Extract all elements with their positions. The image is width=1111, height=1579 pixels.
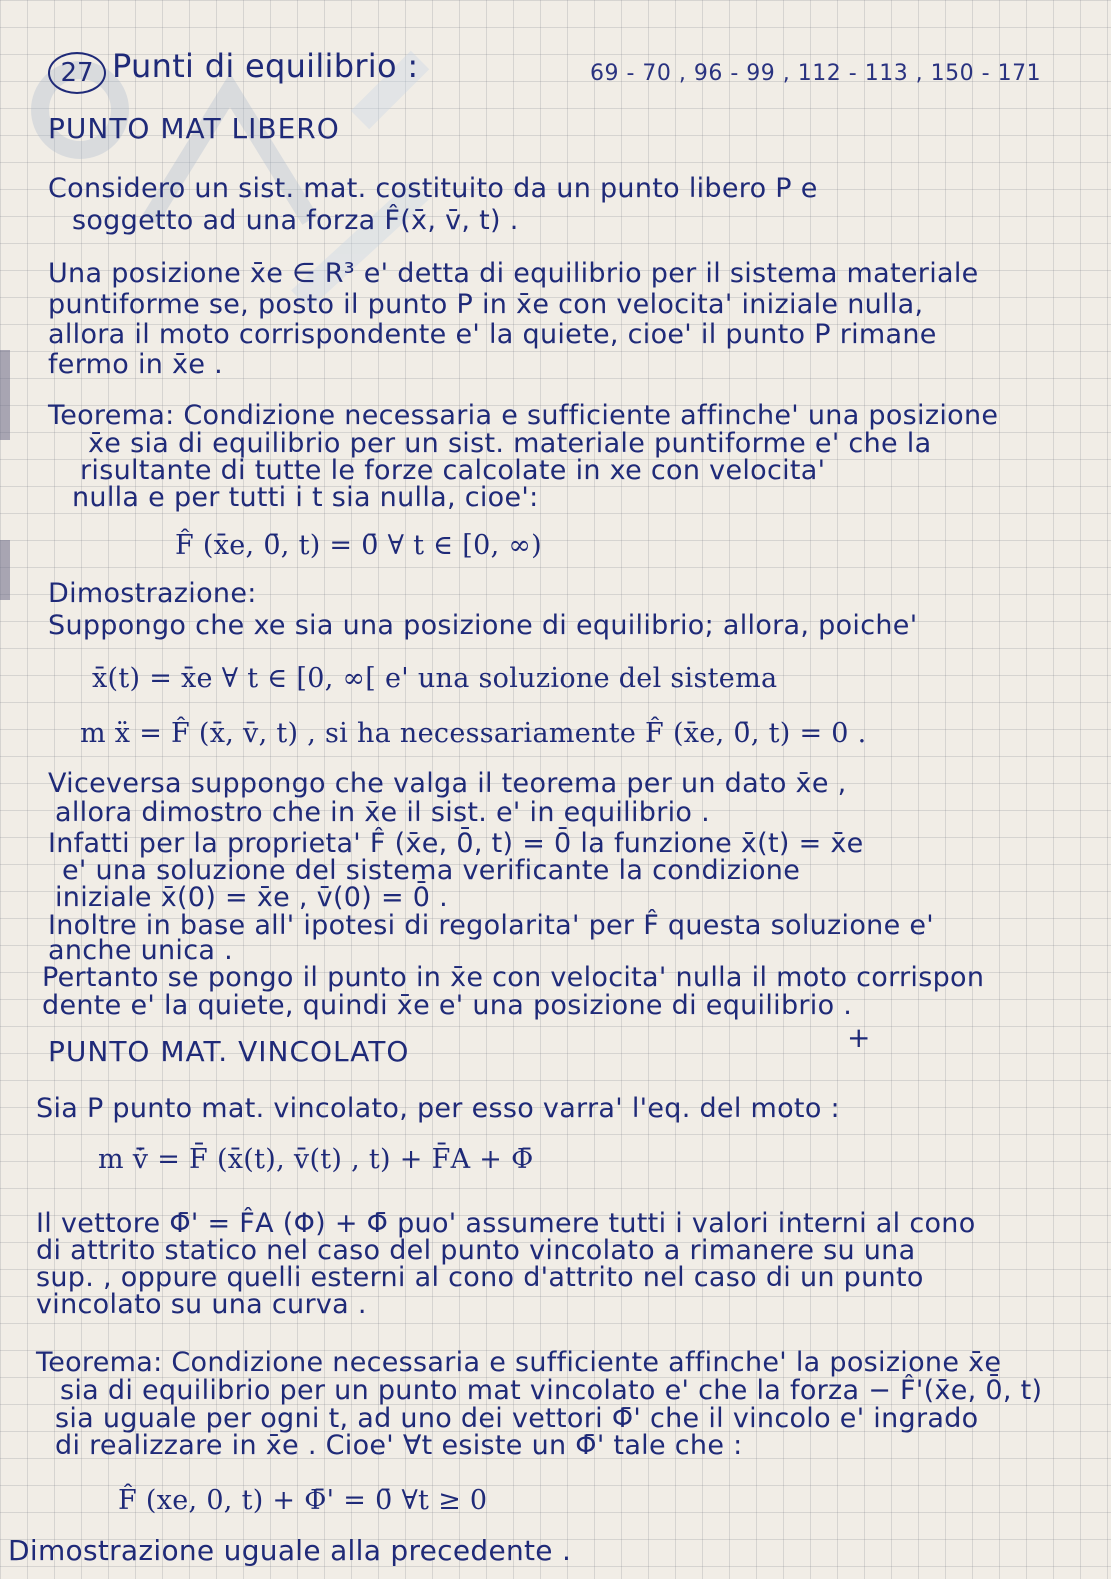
page-edge-mark (0, 540, 10, 600)
proof-line: Viceversa suppongo che valga il teorema per un dato x̄e , (48, 768, 847, 799)
text-line: Considero un sist. mat. costituito da un punto libero P e (48, 173, 818, 204)
theorem-line: nulla e per tutti i t sia nulla, cioe': (72, 482, 539, 513)
motion-equation: m v̄̇ = F̄ (x̄(t), v̄(t) , t) + F̄A + Φ̄ (98, 1144, 534, 1175)
proof-line: Infatti per la proprieta' F̂ (x̄e, 0̄, t) = 0̄ la funzione x̄(t) = x̄e (48, 828, 864, 859)
proof-line: dente e' la quiete, quindi x̄e e' una posizione di equilibrio . (42, 990, 853, 1021)
page-edge-mark (0, 350, 10, 440)
text-line: soggetto ad una forza F̂(x̄, v̄, t) . (72, 205, 519, 236)
theorem-line: di realizzare in x̄e . Cioe' ∀t esiste un Φ̄' tale che : (55, 1430, 743, 1461)
theorem-line: Teorema: Condizione necessaria e sufficiente affinche' una posizione (48, 400, 999, 431)
proof-line: Pertanto se pongo il punto in x̄e con velocita' nulla il moto corrispon (42, 962, 985, 993)
theorem-line: sia uguale per ogni t, ad uno dei vettori Φ̄' che il vincolo e' ingrado (55, 1403, 979, 1434)
text-line: Sia P punto mat. vincolato, per esso varra' l'eq. del moto : (36, 1093, 840, 1124)
theorem-line: risultante di tutte le forze calcolate in xe con velocita' (80, 455, 826, 486)
proof-line: Suppongo che xe sia una posizione di equilibrio; allora, poiche' (48, 610, 918, 641)
text-line: Una posizione x̄e ∈ R³ e' detta di equilibrio per il sistema materiale (48, 258, 979, 289)
proof-title: Dimostrazione: (48, 578, 257, 609)
text-line: allora il moto corrispondente e' la quiete, cioe' il punto P rimane (48, 319, 937, 350)
text-line: vincolato su una curva . (36, 1289, 367, 1320)
theorem-line: x̄e sia di equilibrio per un sist. materiale puntiforme e' che la (88, 428, 932, 459)
text-line: sup. , oppure quelli esterni al cono d'attrito nel caso di un punto (36, 1262, 924, 1293)
proof-line: m ẍ = F̂ (x̄, v̄, t) , si ha necessariamente F̂ (x̄e, 0̄, t) = 0 . (80, 718, 867, 749)
proof-line: anche unica . (48, 935, 233, 966)
text-line: puntiforme se, posto il punto P in x̄e con velocita' iniziale nulla, (48, 289, 924, 320)
proof-line: iniziale x̄(0) = x̄e , v̄(0) = 0̄ . (55, 882, 449, 913)
section-heading-free-point: PUNTO MAT LIBERO (48, 112, 340, 145)
theorem-line: Teorema: Condizione necessaria e sufficiente affinche' la posizione x̄e (36, 1347, 1002, 1378)
text-line: di attrito statico nel caso del punto vincolato a rimanere su una (36, 1235, 916, 1266)
theorem-formula: F̂ (x̄e, 0̄, t) = 0̄ ∀ t ∈ [0, ∞) (175, 530, 542, 561)
proof-line: Inoltre in base all' ipotesi di regolarita' per F̂ questa soluzione e' (48, 910, 934, 941)
text-line: fermo in x̄e . (48, 349, 223, 380)
closing-line: Dimostrazione uguale alla precedente . (8, 1534, 572, 1567)
proof-line: allora dimostro che in x̄e il sist. e' in equilibrio . (55, 797, 711, 828)
theorem-formula: F̂ (xe, 0, t) + Φ̄' = 0̄ ∀t ≥ 0 (118, 1485, 488, 1516)
page-number-badge: 27 (48, 52, 106, 94)
theorem-line: sia di equilibrio per un punto mat vincolato e' che la forza − F̂'(x̄e, 0̄, t) (60, 1375, 1043, 1406)
page-title: Punti di equilibrio : (112, 47, 419, 85)
proof-line: x̄(t) = x̄e ∀ t ∈ [0, ∞[ e' una soluzione del sistema (92, 663, 778, 694)
section-heading-constrained-point: PUNTO MAT. VINCOLATO (48, 1035, 410, 1068)
page-references: 69 - 70 , 96 - 99 , 112 - 113 , 150 - 171 (590, 61, 1042, 86)
text-line: Il vettore Φ̄' = F̂A (Φ) + Φ̄ puo' assumere tutti i valori interni al cono (36, 1208, 976, 1239)
proof-line: e' una soluzione del sistema verificante la condizione (62, 855, 801, 886)
plus-mark: + (847, 1021, 871, 1054)
